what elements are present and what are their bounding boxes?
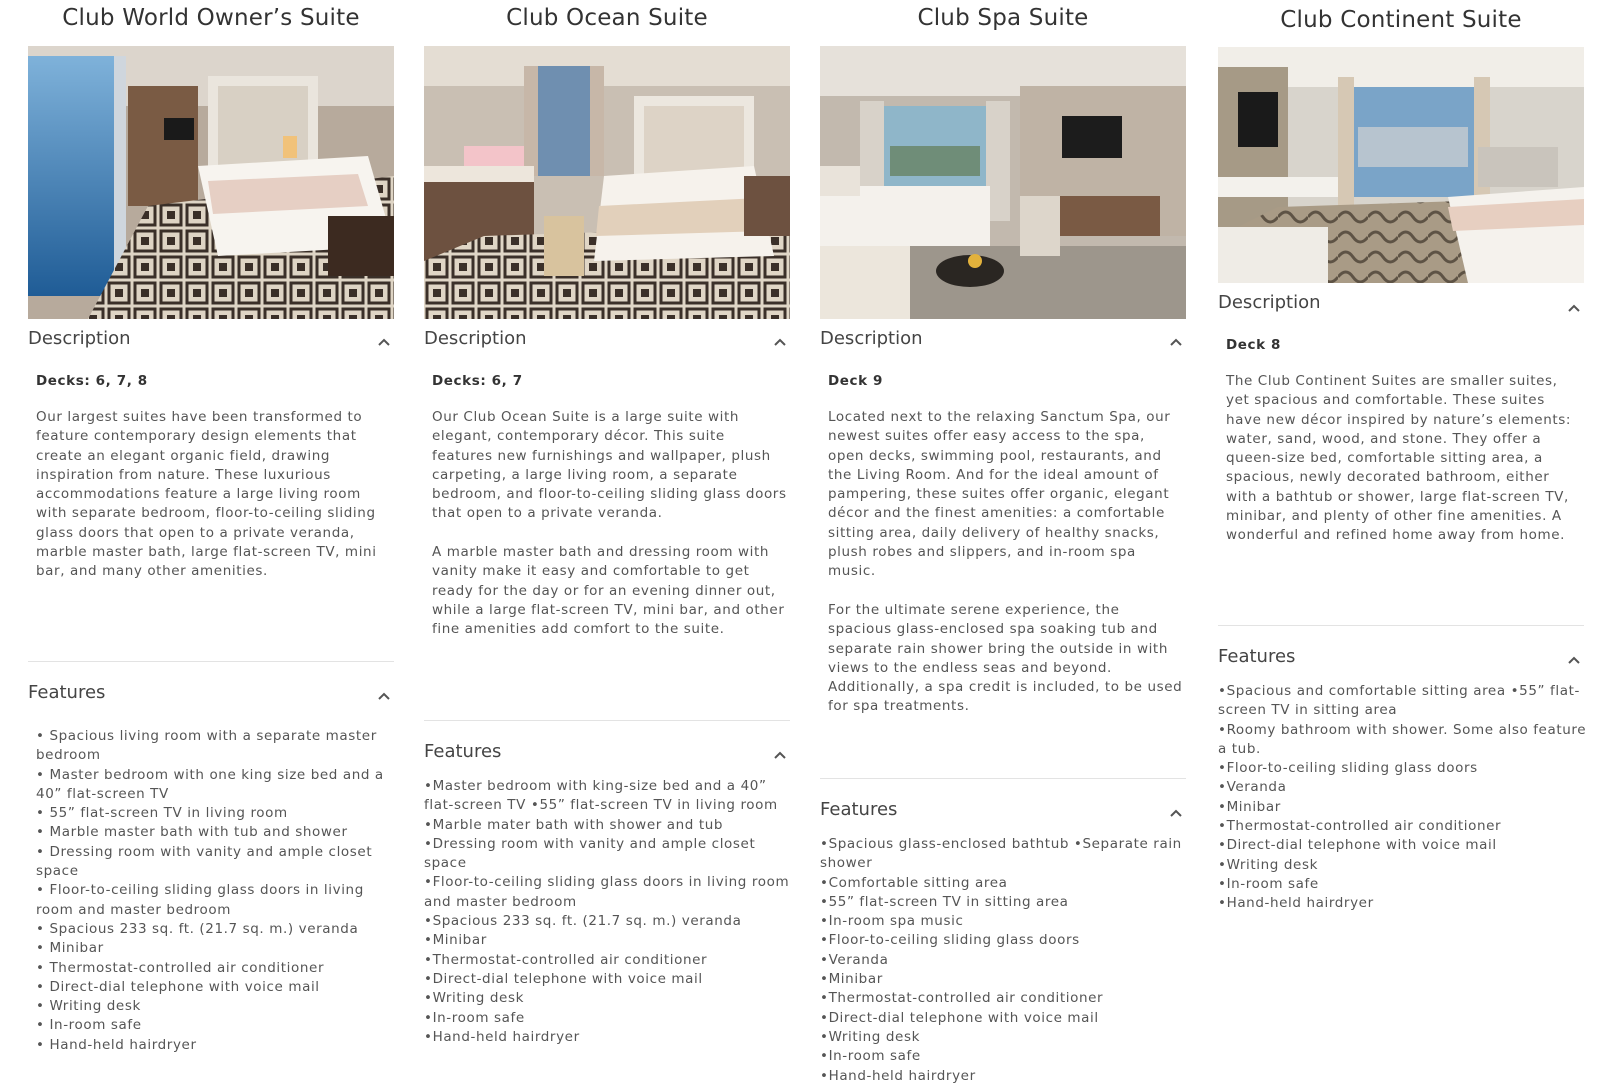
chevron-up-icon[interactable] — [1566, 652, 1582, 668]
feature-item: • 55” flat-screen TV in living room — [36, 805, 288, 822]
feature-item: •Floor-to-ceiling sliding glass doors — [1218, 760, 1478, 777]
feature-item: •In-room spa music — [820, 913, 964, 930]
feature-item: •In-room safe — [424, 1009, 525, 1026]
feature-item: •Hand-held hairdryer — [820, 1067, 976, 1084]
feature-item: •Minibar — [424, 932, 487, 949]
description-paragraph: A marble master bath and dressing room with vanity make it easy and comfortable to get ready for the day or for an evening dinner out, while a large flat-screen TV, mini bar, and other fine amenities add comfort to the suite. — [432, 544, 785, 638]
features-toggle[interactable] — [28, 682, 394, 703]
feature-item: • In-room safe — [36, 1017, 142, 1034]
section-divider — [28, 661, 394, 662]
feature-item: •Master bedroom with king-size bed and a 40” flat-screen TV •55” flat-screen TV in living room — [424, 778, 778, 814]
features-heading: Features — [28, 682, 106, 703]
feature-item: •Spacious 233 sq. ft. (21.7 sq. m.) veranda — [424, 913, 742, 930]
features-list — [1218, 682, 1590, 914]
feature-item: •55” flat-screen TV in sitting area — [820, 893, 1069, 910]
feature-item: •Veranda — [820, 951, 889, 968]
features-toggle[interactable] — [424, 741, 790, 762]
description-heading: Description — [424, 328, 527, 349]
features-toggle[interactable] — [820, 799, 1186, 820]
feature-item: •Writing desk — [1218, 856, 1318, 873]
features-list — [36, 727, 392, 1055]
suite-photo — [28, 46, 394, 319]
feature-item: •Spacious glass-enclosed bathtub •Separate rain shower — [820, 836, 1182, 872]
feature-item: •Direct-dial telephone with voice mail — [424, 970, 703, 987]
features-list — [424, 777, 790, 1047]
description-paragraph: Our Club Ocean Suite is a large suite with elegant, contemporary décor. This suite features new furnishings and wallpaper, plush carpeting, a large living room, a separate bedroom, and floor-to-ceiling sliding glass doors that open to a private veranda. — [432, 409, 787, 522]
decks-label: Decks: 6, 7, 8 — [36, 373, 148, 389]
chevron-up-icon[interactable] — [376, 334, 392, 350]
feature-item: •Floor-to-ceiling sliding glass doors — [820, 932, 1080, 949]
suite-title: Club Continent Suite — [1280, 7, 1522, 33]
feature-item: • Minibar — [36, 940, 104, 957]
features-list — [820, 835, 1186, 1086]
feature-item: •Thermostat-controlled air conditioner — [820, 990, 1104, 1007]
feature-item: •Writing desk — [820, 1028, 920, 1045]
description-toggle[interactable] — [28, 328, 394, 349]
feature-item: •In-room safe — [1218, 875, 1319, 892]
suite-photo — [1218, 47, 1584, 283]
suite-photo — [424, 46, 790, 319]
feature-item: • Hand-held hairdryer — [36, 1036, 197, 1053]
description-paragraph: The Club Continent Suites are smaller suites, yet spacious and comfortable. These suites have new décor inspired by nature’s elements: water, sand, wood, and stone. They offer a queen-size bed, comfortable sitting area, a spacious, newly decorated bathroom, either with a bathtub or shower, large flat-screen TV, minibar, and plenty of other fine amenities. A wonderful and refined home away from home. — [1226, 373, 1572, 544]
feature-item: •Comfortable sitting area — [820, 874, 1008, 891]
chevron-up-icon[interactable] — [1168, 334, 1184, 350]
decks-label: Decks: 6, 7 — [432, 373, 523, 389]
description-paragraph: Our largest suites have been transformed to feature contemporary design elements that create an elegant organic field, drawing inspiration from nature. These luxurious accommodations feature a large living room with separate bedroom, floor-to-ceiling sliding glass doors that open to a private veranda, marble master bath, large flat-screen TV, mini bar, and many other amenities. — [36, 409, 377, 580]
feature-item: •Dressing room with vanity and ample closet space — [424, 835, 756, 872]
description-paragraph: For the ultimate serene experience, the spacious glass-enclosed spa soaking tub and separate rain shower bring the outside in with views to the endless seas and beyond. Additionally, a spa credit is included, to be used for spa treatments. — [828, 601, 1183, 715]
chevron-up-icon[interactable] — [772, 334, 788, 350]
suite-photo — [820, 46, 1186, 319]
feature-item: • Spacious 233 sq. ft. (21.7 sq. m.) veranda — [36, 920, 359, 937]
description-paragraph: Located next to the relaxing Sanctum Spa, our newest suites offer easy access to the spa, open decks, swimming pool, restaurants, and the Living Room. And for the ideal amount of pampering, these suites offer organic, elegant décor and the finest amenities: a comfortable sitting area, daily delivery of healthy snacks, plush robes and slippers, and in-room spa music. — [828, 409, 1171, 580]
feature-item: •Hand-held hairdryer — [1218, 895, 1374, 912]
feature-item: • Marble master bath with tub and shower — [36, 824, 348, 841]
section-divider — [820, 778, 1186, 779]
feature-item: •Minibar — [820, 971, 883, 988]
feature-item: •Writing desk — [424, 990, 524, 1007]
feature-item: •In-room safe — [820, 1048, 921, 1065]
features-heading: Features — [424, 741, 502, 762]
feature-item: •Minibar — [1218, 798, 1281, 815]
description-heading: Description — [28, 328, 131, 349]
description-text — [36, 408, 392, 582]
description-text — [1226, 372, 1582, 546]
feature-item: •Thermostat-controlled air conditioner — [1218, 818, 1502, 835]
feature-item: •Direct-dial telephone with voice mail — [1218, 837, 1497, 854]
description-heading: Description — [820, 328, 923, 349]
description-heading: Description — [1218, 292, 1321, 313]
feature-item: •Thermostat-controlled air conditioner — [424, 951, 708, 968]
feature-item: •Roomy bathroom with shower. Some also feature a tub. — [1218, 721, 1587, 757]
section-divider — [424, 720, 790, 721]
feature-item: •Hand-held hairdryer — [424, 1028, 580, 1045]
feature-item: •Veranda — [1218, 779, 1287, 796]
features-toggle[interactable] — [1218, 646, 1584, 667]
section-divider — [1218, 625, 1584, 626]
decks-label: Deck 8 — [1226, 337, 1282, 353]
feature-item: • Direct-dial telephone with voice mail — [36, 978, 320, 995]
chevron-up-icon[interactable] — [1566, 300, 1582, 316]
description-toggle[interactable] — [1218, 292, 1584, 313]
feature-item: • Master bedroom with one king size bed and a 40” flat-screen TV — [36, 766, 384, 802]
feature-item: •Spacious and comfortable sitting area •55” flat-screen TV in sitting area — [1218, 683, 1580, 719]
description-toggle[interactable] — [424, 328, 790, 349]
chevron-up-icon[interactable] — [1168, 805, 1184, 821]
feature-item: •Marble mater bath with shower and tub — [424, 816, 724, 833]
feature-item: • Thermostat-controlled air conditioner — [36, 959, 325, 976]
suite-title: Club Spa Suite — [917, 5, 1089, 31]
feature-item: • Dressing room with vanity and ample closet space — [36, 843, 373, 880]
description-text — [432, 408, 788, 640]
chevron-up-icon[interactable] — [772, 747, 788, 763]
features-heading: Features — [1218, 646, 1296, 667]
suite-title: Club Ocean Suite — [506, 5, 708, 31]
decks-label: Deck 9 — [828, 373, 884, 389]
description-toggle[interactable] — [820, 328, 1186, 349]
feature-item: • Floor-to-ceiling sliding glass doors in living room and master bedroom — [36, 882, 364, 918]
feature-item: • Writing desk — [36, 998, 141, 1015]
features-heading: Features — [820, 799, 898, 820]
feature-item: •Floor-to-ceiling sliding glass doors in living room and master bedroom — [424, 874, 790, 910]
feature-item: • Spacious living room with a separate master bedroom — [36, 728, 377, 764]
feature-item: •Direct-dial telephone with voice mail — [820, 1009, 1099, 1026]
suite-title: Club World Owner’s Suite — [62, 5, 360, 31]
description-text — [828, 408, 1184, 717]
chevron-up-icon[interactable] — [376, 688, 392, 704]
